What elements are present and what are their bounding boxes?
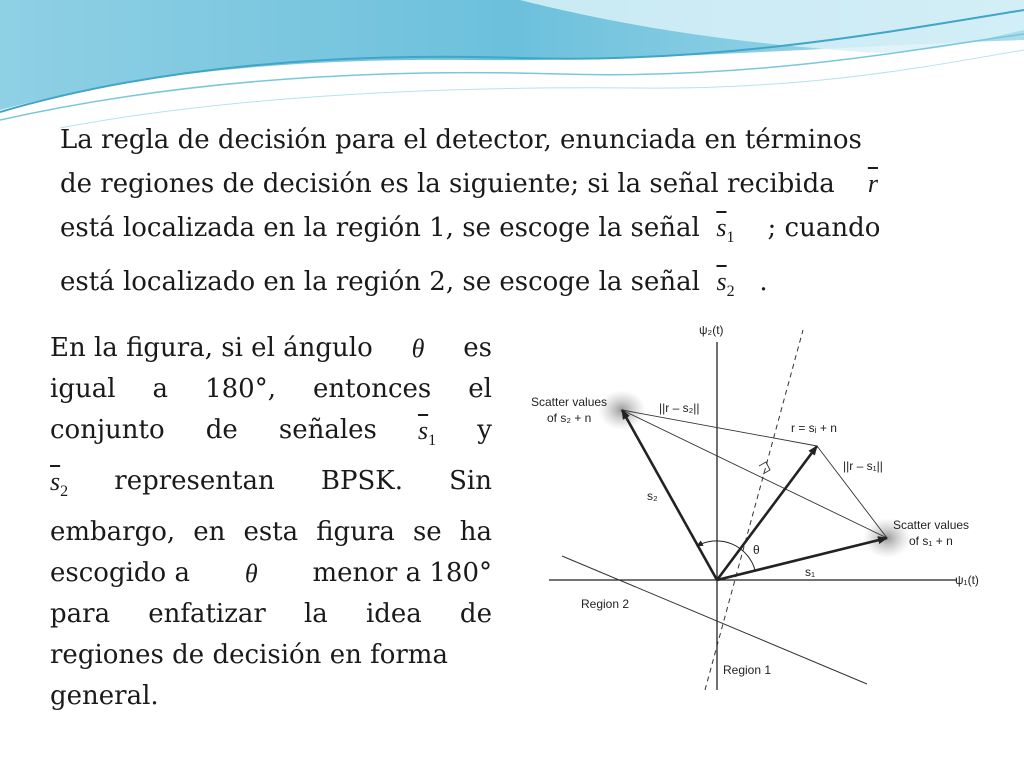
para2-line-9: general. xyxy=(50,681,159,711)
psi1-axis-label: ψ₁(t) xyxy=(955,573,979,587)
scatter-s2-label-line2: of s₂ + n xyxy=(547,411,592,425)
para2-word: 180°, xyxy=(205,374,276,404)
decision-rule-paragraph xyxy=(60,118,960,314)
para1-line-3-text-b: ; cuando xyxy=(767,213,881,243)
symbol-s1-bar xyxy=(716,213,735,246)
para1-line-4 xyxy=(60,260,960,314)
symbol-s2-bar xyxy=(50,461,68,512)
para2-line-2 xyxy=(50,369,492,410)
para2-word: el xyxy=(468,374,492,404)
para2-word: de xyxy=(205,415,238,445)
para2-word: figura xyxy=(316,517,395,547)
symbol-s2-bar xyxy=(716,267,735,300)
para2-word: entonces xyxy=(312,374,432,404)
para1-line-2 xyxy=(60,162,960,206)
para2-line-7 xyxy=(50,594,492,635)
para2-line-1-text-b: es xyxy=(463,333,492,363)
para1-line-4-text-a: está localizado en la región 2, se escoge la señal xyxy=(60,267,700,297)
region-1-label: Region 1 xyxy=(723,663,772,677)
para2-word: de xyxy=(459,599,492,629)
symbol-theta: θ xyxy=(244,559,258,588)
para2-line-8: regiones de decisión en forma xyxy=(50,640,448,670)
para2-word: conjunto xyxy=(50,415,165,445)
para1-line-3 xyxy=(60,206,960,260)
distance-r-s2-label: ||r – s₂|| xyxy=(659,401,700,415)
distance-r-s2-line xyxy=(622,410,817,446)
para2-word: para xyxy=(50,599,111,629)
para2-word: idea xyxy=(365,599,422,629)
para2-line-1 xyxy=(50,328,492,369)
para1-line-1: La regla de decisión para el detector, enunciada en términos xyxy=(60,125,862,155)
para2-line-5 xyxy=(50,512,492,553)
scatter-s1-label-line1: Scatter values xyxy=(893,518,970,532)
para2-line-4 xyxy=(50,461,492,512)
para2-word: esta xyxy=(243,517,299,547)
para2-line-1-text-a: En la figura, si el ángulo xyxy=(50,333,373,363)
s2-to-s1-line xyxy=(622,410,887,538)
para1-line-4-text-b: . xyxy=(759,267,768,297)
s1-subscript: 1 xyxy=(428,432,437,449)
s2-letter: $\overline{s}$ xyxy=(716,267,727,296)
para2-word: igual xyxy=(50,374,116,404)
s1-vector-label: s₁ xyxy=(805,565,816,579)
signal-space-figure xyxy=(527,318,992,692)
para2-word: ha xyxy=(459,517,492,547)
para2-line-6-text-b: menor a 180° xyxy=(312,558,492,588)
signal-space-diagram xyxy=(527,318,992,692)
para2-line-3 xyxy=(50,410,492,461)
psi2-axis-label: ψ₂(t) xyxy=(699,323,724,337)
para1-line-2-text: de regiones de decisión es la siguiente; si la señal recibida xyxy=(60,169,835,199)
scatter-s2-label-line1: Scatter values xyxy=(531,395,608,409)
para2-word: embargo, xyxy=(50,517,176,547)
r-vector-label: r = sᵢ + n xyxy=(791,421,837,435)
para2-word: y xyxy=(477,415,492,445)
theta-arc xyxy=(697,541,755,570)
decision-boundary-line xyxy=(705,330,803,690)
para1-line-3-text-a: está localizada en la región 1, se escoge la señal xyxy=(60,213,700,243)
region-2-label: Region 2 xyxy=(581,597,630,611)
s2-vector-label: s₂ xyxy=(647,489,658,503)
para2-word: señales xyxy=(278,415,377,445)
para2-line-6 xyxy=(50,553,492,594)
s1-letter: $\overline{s}$ xyxy=(716,213,727,242)
s2-letter: $\overline{s}$ xyxy=(50,467,61,496)
s1-subscript: 1 xyxy=(726,229,735,246)
para2-word: se xyxy=(412,517,442,547)
symbol-s1-bar xyxy=(418,410,436,461)
para2-word: BPSK. xyxy=(320,466,403,496)
symbol-r-bar: $\overline{r}$ xyxy=(867,169,878,198)
figure-explanation-paragraph xyxy=(50,328,492,717)
s2-vector xyxy=(622,410,717,580)
s2-subscript: 2 xyxy=(726,283,735,300)
para2-word: representan xyxy=(114,466,275,496)
header-wave-banner xyxy=(0,0,1024,130)
s2-subscript: 2 xyxy=(60,483,69,500)
para2-word: enfatizar xyxy=(148,599,266,629)
para2-word: la xyxy=(303,599,328,629)
distance-r-s1-label: ||r – s₁|| xyxy=(843,459,883,473)
para2-word: en xyxy=(193,517,226,547)
para2-word: Sin xyxy=(449,466,492,496)
s1-letter: $\overline{s}$ xyxy=(418,416,429,445)
para2-word: a xyxy=(152,374,169,404)
scatter-s1-label-line2: of s₁ + n xyxy=(909,534,953,548)
symbol-theta: θ xyxy=(411,334,425,363)
para2-line-6-text-a: escogido a xyxy=(50,558,190,588)
theta-label: θ xyxy=(753,543,760,557)
